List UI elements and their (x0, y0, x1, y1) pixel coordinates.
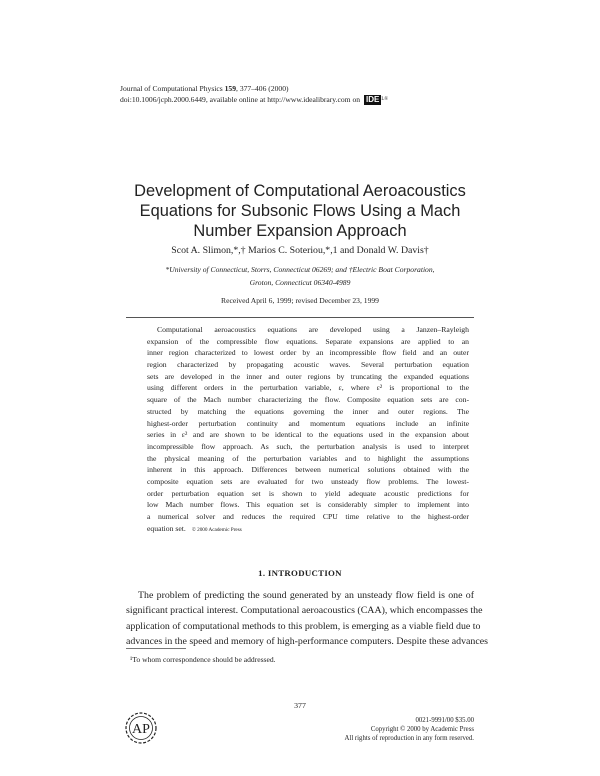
abstract-line: inner region characterized to lowest order by an incompressible flow field and an outer (147, 348, 469, 358)
ideal-library-logo[interactable] (364, 95, 388, 105)
abstract-line: low Mach number flows. This equation set is considerably simpler to implement into (147, 500, 469, 510)
rights-line: Copyright © 2000 by Academic Press (370, 726, 474, 734)
rights-line: 0021-9991/00 $35.00 (415, 717, 474, 724)
doi-line (120, 95, 388, 105)
abstract-divider (126, 317, 474, 318)
page-number: 377 (294, 701, 306, 710)
abstract-line: square of the Mach number characterizing the flow. Composite equation sets are con- (147, 395, 469, 405)
body-line: The problem of predicting the sound generated by an unsteady flow field is one of (138, 590, 474, 601)
title-line: Development of Computational Aeroacoustics (134, 182, 466, 200)
abstract-line: region characterized by propagating acoustic waves. Several perturbation equation (147, 360, 469, 370)
paper-title (80, 181, 520, 241)
abstract-line: series in ε² and are shown to be identical to the equations used in the expansion about (147, 430, 469, 440)
abstract-line: order perturbation equation set is shown to yield adequate acoustic predictions for (147, 488, 469, 498)
body-line: advances in the speed and memory of high-performance computers. Despite these advances (126, 636, 488, 648)
abstract-last-line (147, 523, 469, 535)
author-list: Scot A. Slimon,*,† Marios C. Soteriou,*,1 and Donald W. Davis† (171, 245, 429, 256)
academic-press-logo-icon (124, 711, 158, 745)
footnote: ¹To whom correspondence should be addressed. (130, 655, 276, 664)
abstract-line: expansion of the compressible flow equations. Separate expansions are applied to an (147, 336, 469, 346)
received-date: Received April 6, 1999; revised December 23, 1999 (221, 296, 379, 305)
abstract-line: structed by matching the equations governing the inner and outer regions. The (147, 406, 469, 416)
abstract (147, 324, 469, 534)
footnote-divider (126, 648, 186, 649)
journal-citation (120, 84, 289, 94)
abstract-line: highest-order perturbation continuity and momentum equations include an infinite (147, 418, 469, 428)
journal-volume: 159 (224, 84, 237, 93)
abstract-line: sets are developed in the inner and outer regions by truncating the expanded equations (147, 371, 469, 381)
rights-line: All rights of reproduction in any form reserved. (344, 735, 474, 743)
publisher-logo-text: AP (132, 722, 150, 737)
journal-pages: , 377–406 (2000) (236, 84, 289, 93)
body-line: application of computational methods to this problem, is emerging as a viable field due to (126, 620, 481, 632)
ideal-logo-text: IDE (365, 95, 380, 105)
abstract-line: Computational aeroacoustics equations are developed using a Janzen–Rayleigh (157, 325, 469, 334)
abstract-line: inherent in this approach. Differences between numerical solutions obtained with the (147, 465, 469, 475)
body-paragraph (126, 588, 488, 650)
copyright-block (300, 716, 474, 744)
academic-press-logo (124, 711, 158, 750)
abstract-copyright: © 2000 Academic Press (191, 526, 242, 533)
doi-text: doi:10.1006/jcph.2000.6449, available online at http://www.idealibrary.com on (120, 95, 361, 104)
abstract-line: composite equation sets are evaluated for two unsteady flow problems. The lowest- (147, 476, 469, 486)
affiliation-line: *University of Connecticut, Storrs, Connecticut 06269; and †Electric Boat Corporation, (165, 265, 435, 274)
abstract-line: equation set. (147, 523, 186, 533)
section-heading: 1. INTRODUCTION (258, 568, 342, 578)
title-line: Equations for Subsonic Flows Using a Mach (139, 202, 461, 220)
abstract-line: a numerical solver and reduces the required CPU time relative to the highest-order (147, 512, 469, 521)
abstract-line: the physical meaning of the perturbation variables and to highlight the assumptions (147, 453, 469, 463)
abstract-line: using different orders in the perturbation variable, ε, where ε² is proportional to the (147, 383, 469, 393)
journal-name: Journal of Computational Physics (120, 84, 225, 93)
body-line: significant practical interest. Computational aeroacoustics (CAA), which encompasses the (126, 605, 483, 617)
title-line: Number Expansion Approach (193, 222, 407, 240)
abstract-line: incompressible flow approach. As such, the perturbation analysis is used to interpret (147, 441, 469, 451)
affiliations (80, 263, 520, 289)
ideal-logo-sup: L® (381, 97, 389, 103)
affiliation-line: Groton, Connecticut 06340-4989 (249, 278, 351, 287)
